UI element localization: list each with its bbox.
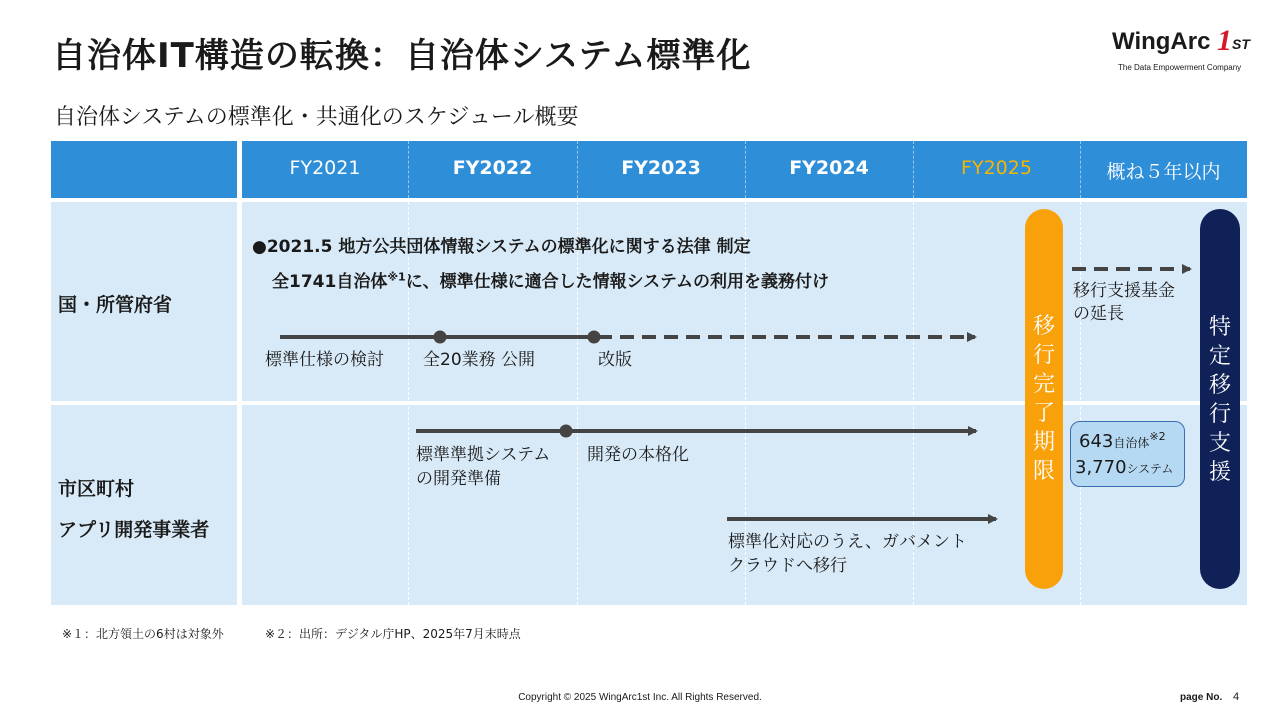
logo-st-mark: ST <box>1232 36 1250 52</box>
logo-one-mark: 1 <box>1217 24 1232 57</box>
migration-deadline-label: 移 行 完 了 期 限 <box>1032 314 1055 484</box>
cloud-migration-line2: クラウドへ移行 <box>728 556 847 576</box>
step-revision: 改版 <box>598 350 632 370</box>
callout-systems: 3,770システム <box>1075 457 1174 478</box>
row-label-app-vendor: アプリ開発事業者 <box>58 519 210 541</box>
page-subtitle: 自治体システムの標準化・共通化のスケジュール概要 <box>54 105 579 130</box>
milestone-revision-dot <box>588 331 601 344</box>
mandate-text: 全1741自治体$^{※1}$に、標準仕様に適合した情報システムの利用を義務付け <box>272 270 829 292</box>
page-title: 自治体IT構造の転換：自治体システム標準化 <box>52 36 752 76</box>
header-fy2022: FY2022 <box>452 157 533 179</box>
dev-prep-line1: 標準準拠システム <box>416 445 551 465</box>
page-number: 4 <box>1233 691 1240 703</box>
footnote-2: ※２：出所：デジタル庁HP、2025年7月末時点 <box>265 627 521 641</box>
fund-extension-line2: の延長 <box>1073 304 1124 324</box>
callout-municipalities: 643自治体$^{※2}$ <box>1079 430 1166 452</box>
law-enactment-text: ●2021.5 地方公共団体情報システムの標準化に関する法律 制定 <box>252 237 751 257</box>
header-fy2024: FY2024 <box>789 157 869 179</box>
header-fy2021: FY2021 <box>289 157 361 179</box>
dev-prep-line2: の開発準備 <box>416 469 501 489</box>
copyright: Copyright © 2025 WingArc1st Inc. All Rights Reserved. <box>518 692 762 703</box>
delayed-systems-callout <box>1070 421 1185 487</box>
specified-migration-support-label: 特 定 移 行 支 援 <box>1208 315 1231 485</box>
logo-wordmark: WingArc <box>1112 28 1211 55</box>
step-20-services-published: 全20業務 公開 <box>423 350 536 370</box>
dev-full-scale: 開発の本格化 <box>587 445 689 465</box>
step-spec-study: 標準仕様の検討 <box>265 350 384 370</box>
cloud-migration-line1: 標準化対応のうえ、ガバメント <box>728 532 968 552</box>
header-fy2025: FY2025 <box>961 157 1032 179</box>
page-number-label: page No. <box>1180 692 1223 703</box>
row-label-municipality: 市区町村 <box>58 478 135 500</box>
fund-extension-line1: 移行支援基金 <box>1073 281 1175 301</box>
row-label-gov: 国・所管府省 <box>58 294 173 316</box>
milestone-publish-dot <box>434 331 447 344</box>
logo-tagline: The Data Empowerment Company <box>1118 63 1242 72</box>
header-fy2023: FY2023 <box>621 157 701 179</box>
milestone-dev-dot <box>560 425 573 438</box>
footnote-1: ※１：北方領土の6村は対象外 <box>62 627 224 641</box>
header-within-5-years: 概ね５年以内 <box>1106 161 1221 183</box>
